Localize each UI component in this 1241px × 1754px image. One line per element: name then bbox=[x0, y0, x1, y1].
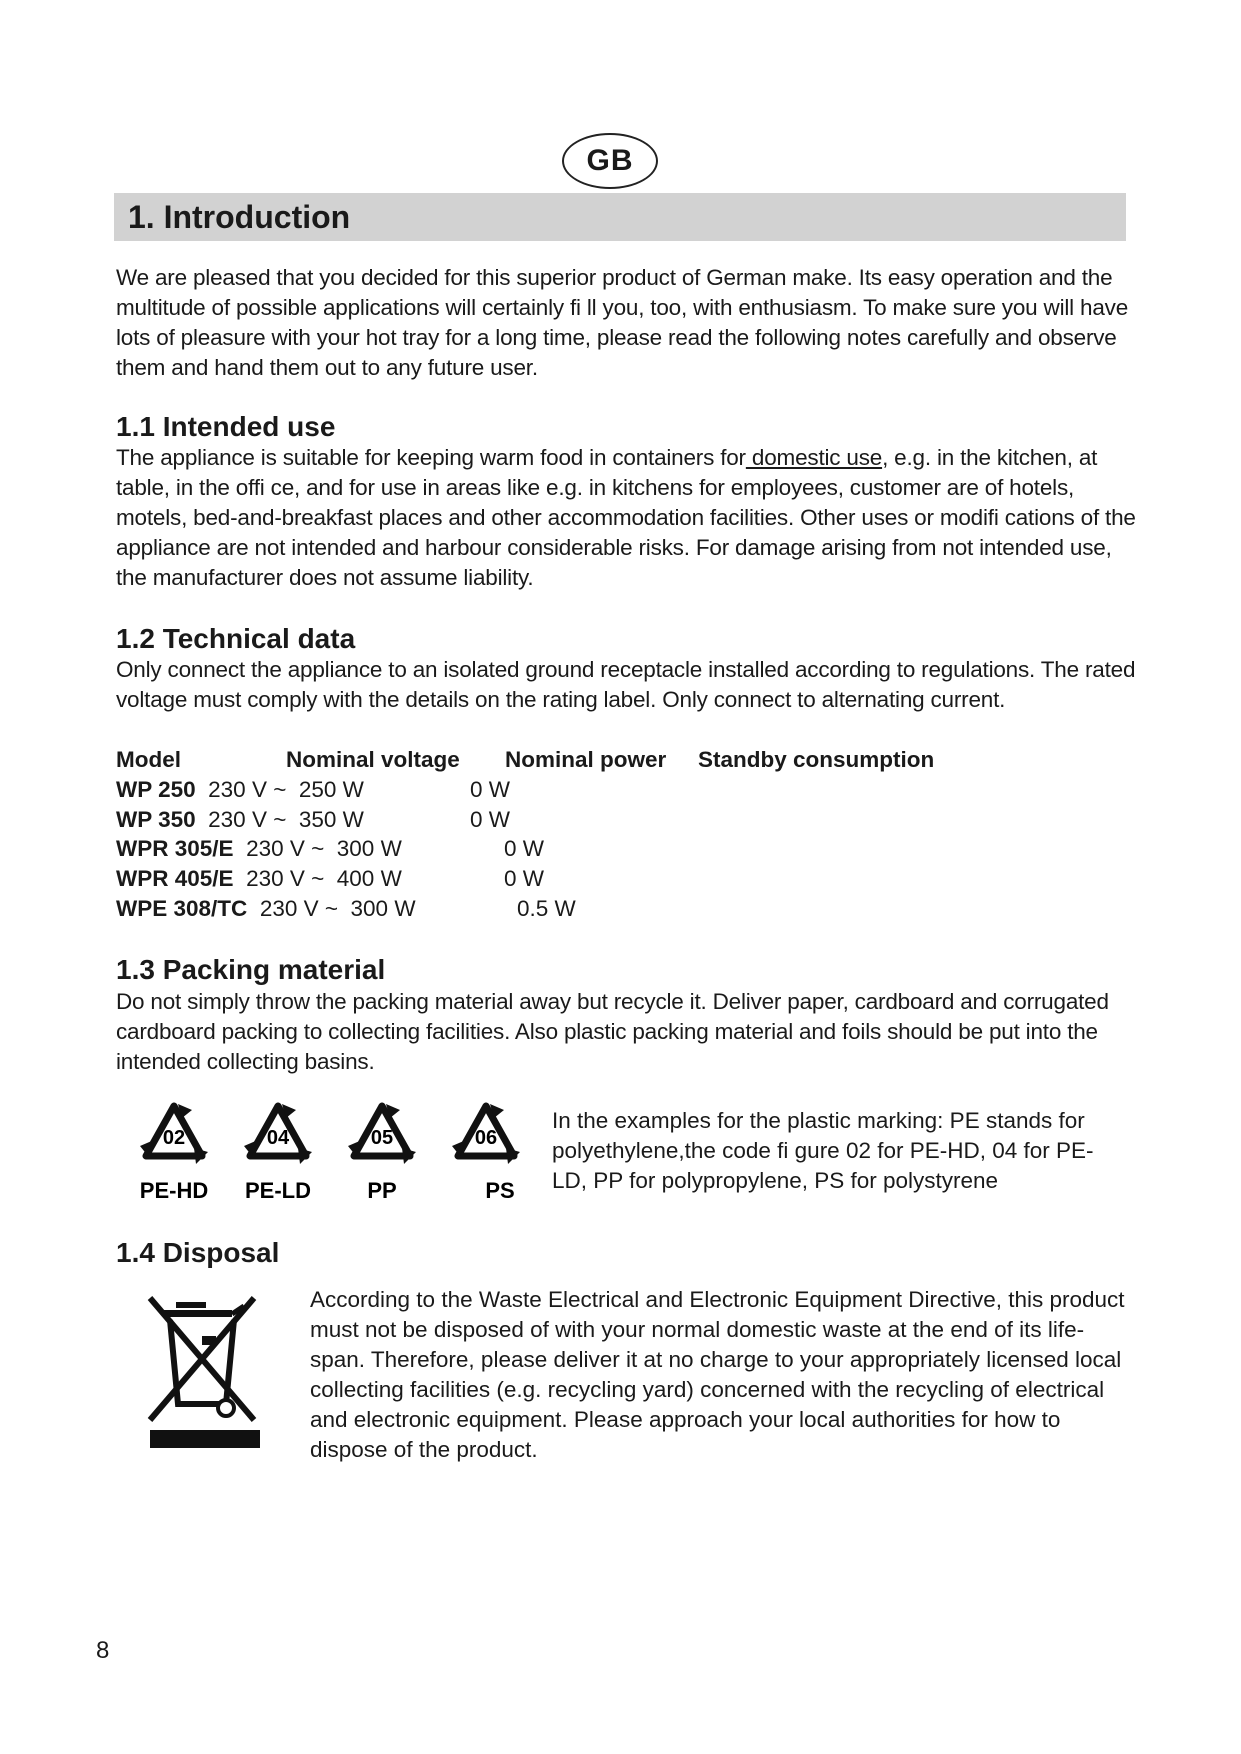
recycle-label: PP bbox=[367, 1178, 397, 1203]
recycle-code: 06 bbox=[474, 1127, 498, 1149]
recycling-symbols bbox=[134, 1096, 554, 1208]
domestic-use-link[interactable]: domestic use bbox=[745, 445, 883, 470]
recycle-label: PE-LD bbox=[245, 1178, 311, 1203]
recycling-symbols-graphic bbox=[134, 1096, 554, 1208]
technical-paragraph: Only connect the appliance to an isolated ground receptacle installed according to regulations. The rated voltage must comply with the details on the rating label. Only connect to alternating current. bbox=[116, 657, 1136, 712]
recycle-code: 02 bbox=[162, 1127, 186, 1149]
row-voltage: 230 V ~ bbox=[246, 866, 325, 891]
table-row bbox=[116, 894, 416, 924]
intro-paragraph: We are pleased that you decided for this superior product of German make. Its easy operation and the multitude of possible applications will certainly fi ll you, too, with enthusiasm. To make sure you will have lots of pleasure with your hot tray for a long time, please read the following notes carefully and observe them and hand them out to any future user. bbox=[116, 265, 1129, 380]
table-row bbox=[116, 775, 364, 805]
recycle-pp-icon bbox=[348, 1104, 416, 1203]
row-voltage: 230 V ~ bbox=[246, 836, 325, 861]
row-power: 300 W bbox=[350, 896, 416, 921]
table-header-model: Model bbox=[116, 747, 181, 772]
row-model: WP 250 bbox=[116, 777, 196, 802]
intended-use-paragraph bbox=[116, 443, 1136, 593]
row-standby: 0 W bbox=[504, 866, 545, 891]
table-header-standby: Standby consumption bbox=[698, 747, 935, 772]
table-header-voltage: Nominal voltage bbox=[286, 747, 460, 772]
page-number: 8 bbox=[96, 1637, 110, 1664]
row-model: WPR 305/E bbox=[116, 836, 234, 861]
recycle-code: 05 bbox=[370, 1127, 394, 1149]
disposal-paragraph: According to the Waste Electrical and Electronic Equipment Directive, this product must not be disposed of with your normal domestic waste at the end of its life-span. Therefore, please deliver it at no charge to your appropriately licensed local collecting facilities (e.g. recycling yard) concerned with the recycling of electrical and electronic equipment. Please approach your local authorities for how to dispose of the product. bbox=[310, 1287, 1125, 1462]
table-row bbox=[116, 834, 402, 864]
recycle-pe-ld-icon bbox=[244, 1104, 312, 1203]
table-row bbox=[116, 805, 364, 835]
weee-crossed-bin-icon bbox=[146, 1292, 266, 1457]
row-model: WP 350 bbox=[116, 807, 196, 832]
row-standby: 0.5 W bbox=[517, 896, 576, 921]
intended-use-text-end: , e.g. in the kitchen, at table, in the offi ce, and for use in areas like e.g. in kitchens for employees, customer are of hotels, motels, bed-and-breakfast places and other accommodation facilities. Other uses or modifi cations of the appliance are not intended and harbour considerable risks. For damage arising from not intended use, the manufacturer does not assume liability. bbox=[116, 445, 1136, 590]
recycle-code: 04 bbox=[266, 1127, 290, 1149]
row-power: 350 W bbox=[298, 807, 364, 832]
row-voltage: 230 V ~ bbox=[259, 896, 339, 921]
recycle-ps-icon bbox=[452, 1104, 520, 1203]
table-header-power: Nominal power bbox=[505, 747, 667, 772]
row-power: 400 W bbox=[336, 866, 402, 891]
section-title-intended-use: 1.1 Intended use bbox=[116, 411, 336, 442]
row-voltage: 230 V ~ bbox=[208, 777, 287, 802]
section-title-technical-data: 1.2 Technical data bbox=[116, 623, 356, 654]
language-badge: GB bbox=[562, 133, 658, 189]
plastic-marking-note: In the examples for the plastic marking: PE stands for polyethylene,the code fi gure 02 for PE-HD, 04 for PE-LD, PP for polypropylene, PS for polystyrene bbox=[552, 1108, 1094, 1193]
row-model: WPE 308/TC bbox=[116, 896, 248, 921]
recycle-label: PE-HD bbox=[139, 1178, 209, 1203]
row-standby: 0 W bbox=[470, 777, 511, 802]
row-power: 250 W bbox=[298, 777, 364, 802]
section-title-disposal: 1.4 Disposal bbox=[116, 1237, 280, 1268]
recycle-label: PS bbox=[485, 1178, 515, 1203]
table-row bbox=[116, 864, 402, 894]
row-standby: 0 W bbox=[470, 807, 511, 832]
row-power: 300 W bbox=[336, 836, 402, 861]
section-title-introduction: 1. Introduction bbox=[128, 199, 351, 235]
row-standby: 0 W bbox=[504, 836, 545, 861]
row-model: WPR 405/E bbox=[116, 866, 234, 891]
section-title-packing-material: 1.3 Packing material bbox=[116, 954, 386, 985]
recycle-pe-hd-icon bbox=[140, 1104, 208, 1203]
intended-use-text-start: The appliance is suitable for keeping warm food in containers for bbox=[116, 445, 746, 470]
packing-paragraph: Do not simply throw the packing material away but recycle it. Deliver paper, cardboard and corrugated cardboard packing to collecting facilities. Also plastic packing material and foils should be put into the intended collecting basins. bbox=[116, 989, 1109, 1074]
row-voltage: 230 V ~ bbox=[208, 807, 287, 832]
